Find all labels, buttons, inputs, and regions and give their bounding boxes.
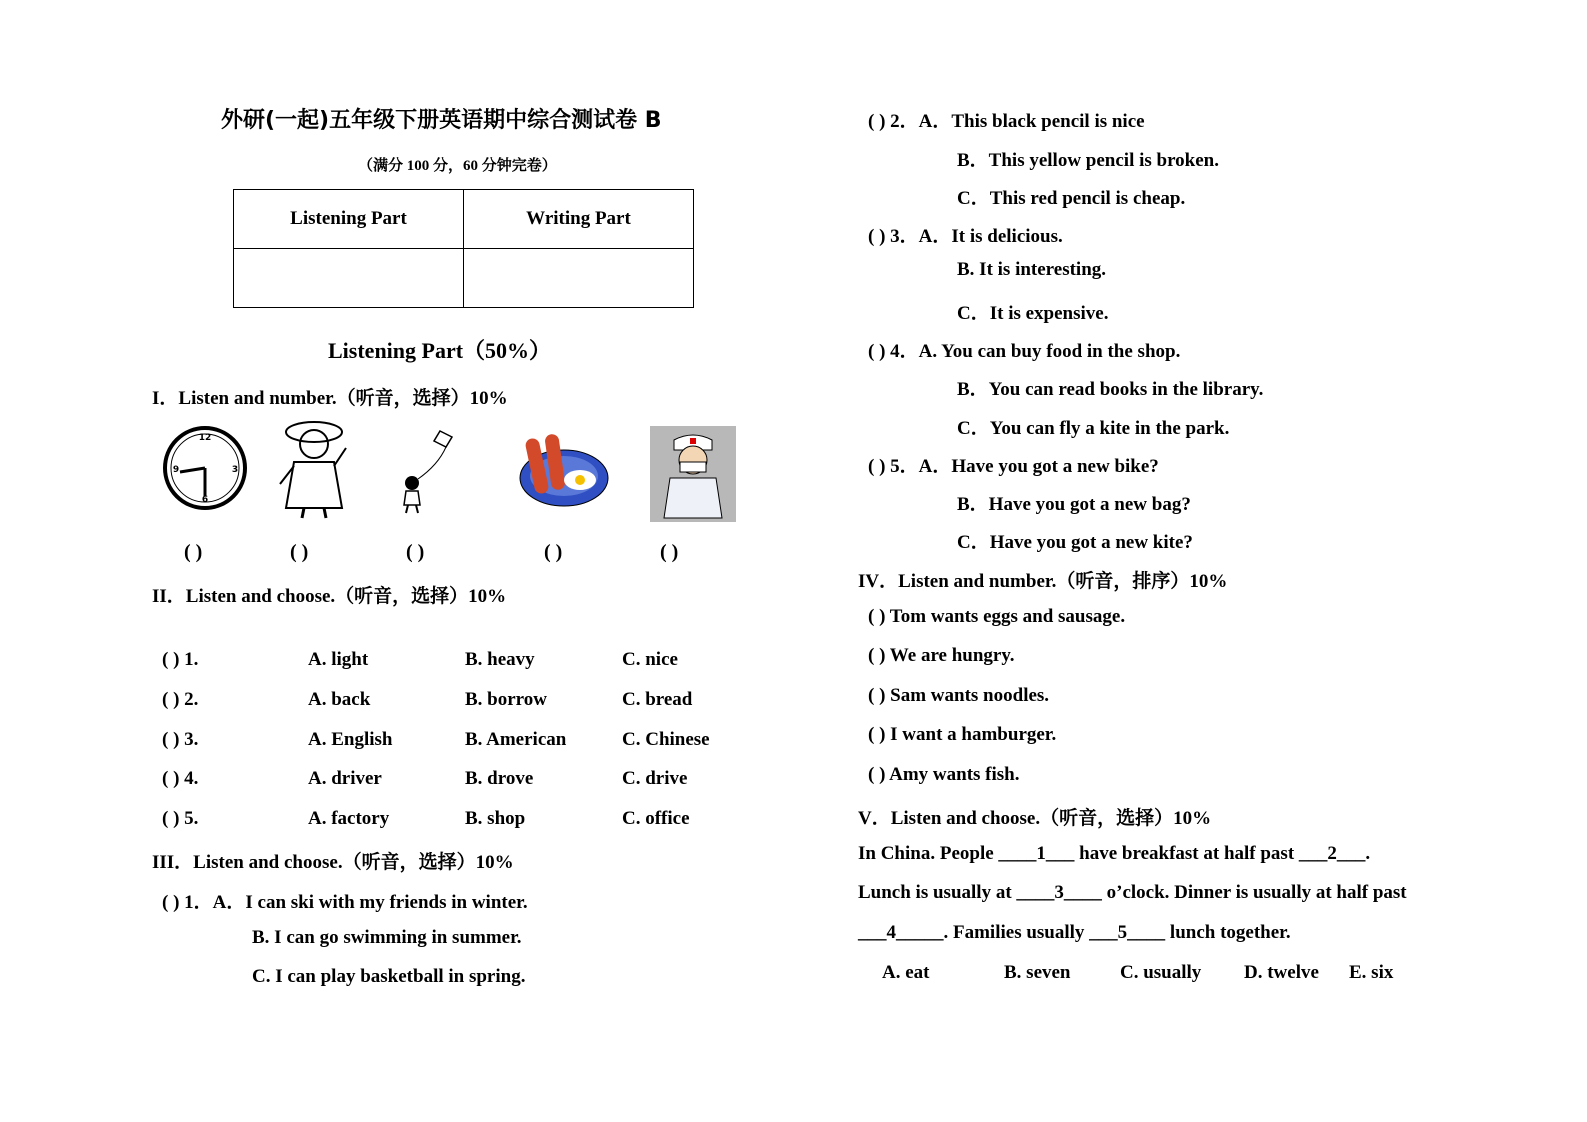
answer-blank-4[interactable]: ( ) (544, 541, 563, 563)
s2-q2-number[interactable]: ( ) 2. (162, 689, 199, 710)
s3-q5-option-a[interactable]: ( ) 5．A．Have you got a new bike? (868, 456, 1159, 477)
answer-blank-2[interactable]: ( ) (290, 541, 309, 563)
s3-q4-option-b: B．You can read books in the library. (957, 379, 1264, 400)
answer-blank-3[interactable]: ( ) (406, 541, 425, 563)
answer-blank-1[interactable]: ( ) (184, 541, 203, 563)
s3-q1-option-c: C. I can play basketball in spring. (252, 966, 526, 987)
s3-q5-option-b: B．Have you got a new bag? (957, 494, 1191, 515)
s2-q5-number[interactable]: ( ) 5. (162, 808, 199, 829)
s3-q4-option-c: C．You can fly a kite in the park. (957, 418, 1230, 439)
s4-item-3[interactable]: ( ) Sam wants noodles. (868, 685, 1050, 706)
s5-passage-line-1: In China. People ____1___ have breakfast at half past ___2___. (858, 843, 1371, 864)
score-cell-listening[interactable] (234, 249, 464, 308)
s4-item-1[interactable]: ( ) Tom wants eggs and sausage. (868, 606, 1126, 627)
s3-q5-option-c: C．Have you got a new kite? (957, 532, 1193, 553)
s2-q1-option-c: C. nice (622, 649, 678, 670)
s5-option-a: A. eat (882, 962, 930, 983)
svg-text:3: 3 (231, 465, 239, 475)
page-subtitle: （满分 100 分，60 分钟完卷） (358, 158, 557, 174)
s3-q2-option-c: C．This red pencil is cheap. (957, 188, 1186, 209)
s2-q1-option-b: B. heavy (465, 649, 535, 670)
listening-part-heading: Listening Part（50%） (328, 338, 552, 363)
s2-q2-option-c: C. bread (622, 689, 693, 710)
s4-item-4[interactable]: ( ) I want a hamburger. (868, 724, 1057, 745)
s5-option-c: C. usually (1120, 962, 1202, 983)
s3-q2-option-b: B．This yellow pencil is broken. (957, 150, 1220, 171)
s2-q1-option-a: A. light (308, 649, 369, 670)
doctor-icon (650, 426, 736, 522)
s2-q4-option-b: B. drove (465, 768, 534, 789)
s4-item-2[interactable]: ( ) We are hungry. (868, 645, 1015, 666)
s5-option-e: E. six (1349, 962, 1394, 983)
s2-q3-option-b: B. American (465, 729, 567, 750)
s3-q1-option-b: B. I can go swimming in summer. (252, 927, 522, 948)
answer-blank-5[interactable]: ( ) (660, 541, 679, 563)
s5-option-b: B. seven (1004, 962, 1071, 983)
svg-text:9: 9 (172, 465, 180, 475)
sausage-egg-icon (518, 420, 610, 510)
s2-q5-option-c: C. office (622, 808, 690, 829)
s2-q3-option-c: C. Chinese (622, 729, 710, 750)
kite-icon (390, 425, 470, 517)
s2-q5-option-a: A. factory (308, 808, 390, 829)
score-cell-writing[interactable] (464, 249, 694, 308)
svg-text:6: 6 (201, 495, 209, 505)
s2-q4-number[interactable]: ( ) 4. (162, 768, 199, 789)
s3-q3-option-b: B. It is interesting. (957, 259, 1107, 280)
score-header-writing: Writing Part (464, 190, 694, 249)
s2-q1-number[interactable]: ( ) 1. (162, 649, 199, 670)
s2-q4-option-c: C. drive (622, 768, 688, 789)
score-header-listening: Listening Part (234, 190, 464, 249)
section-2-heading: II．Listen and choose.（听音，选择）10% (152, 586, 507, 607)
section-5-heading: V．Listen and choose.（听音，选择）10% (858, 808, 1212, 829)
page-title: 外研(一起)五年级下册英语期中综合测试卷 B (221, 108, 662, 133)
svg-text:12: 12 (198, 433, 212, 443)
s2-q3-number[interactable]: ( ) 3. (162, 729, 199, 750)
s5-passage-line-2: Lunch is usually at ____3____ o’clock. Dinner is usually at half past (858, 882, 1407, 903)
s3-q2-option-a[interactable]: ( ) 2．A．This black pencil is nice (868, 111, 1145, 132)
s2-q2-option-a: A. back (308, 689, 371, 710)
score-table (233, 189, 694, 308)
section-4-heading: IV．Listen and number.（听音，排序）10% (858, 571, 1228, 592)
clock-icon (160, 420, 250, 516)
s2-q3-option-a: A. English (308, 729, 393, 750)
s3-q3-option-c: C．It is expensive. (957, 303, 1109, 324)
s4-item-5[interactable]: ( ) Amy wants fish. (868, 764, 1020, 785)
s2-q2-option-b: B. borrow (465, 689, 547, 710)
section-3-heading: III．Listen and choose.（听音，选择）10% (152, 852, 514, 873)
section-1-heading: I．Listen and number.（听音，选择）10% (152, 388, 508, 409)
s3-q4-option-a[interactable]: ( ) 4．A. You can buy food in the shop. (868, 341, 1181, 362)
s3-q1-option-a[interactable]: ( ) 1．A．I can ski with my friends in winter. (162, 892, 528, 913)
woman-icon (270, 418, 360, 522)
s3-q3-option-a[interactable]: ( ) 3．A．It is delicious. (868, 226, 1063, 247)
s5-passage-line-3: ___4_____. Families usually ___5____ lunch together. (858, 922, 1291, 943)
s2-q5-option-b: B. shop (465, 808, 526, 829)
s5-option-d: D. twelve (1244, 962, 1319, 983)
s2-q4-option-a: A. driver (308, 768, 382, 789)
